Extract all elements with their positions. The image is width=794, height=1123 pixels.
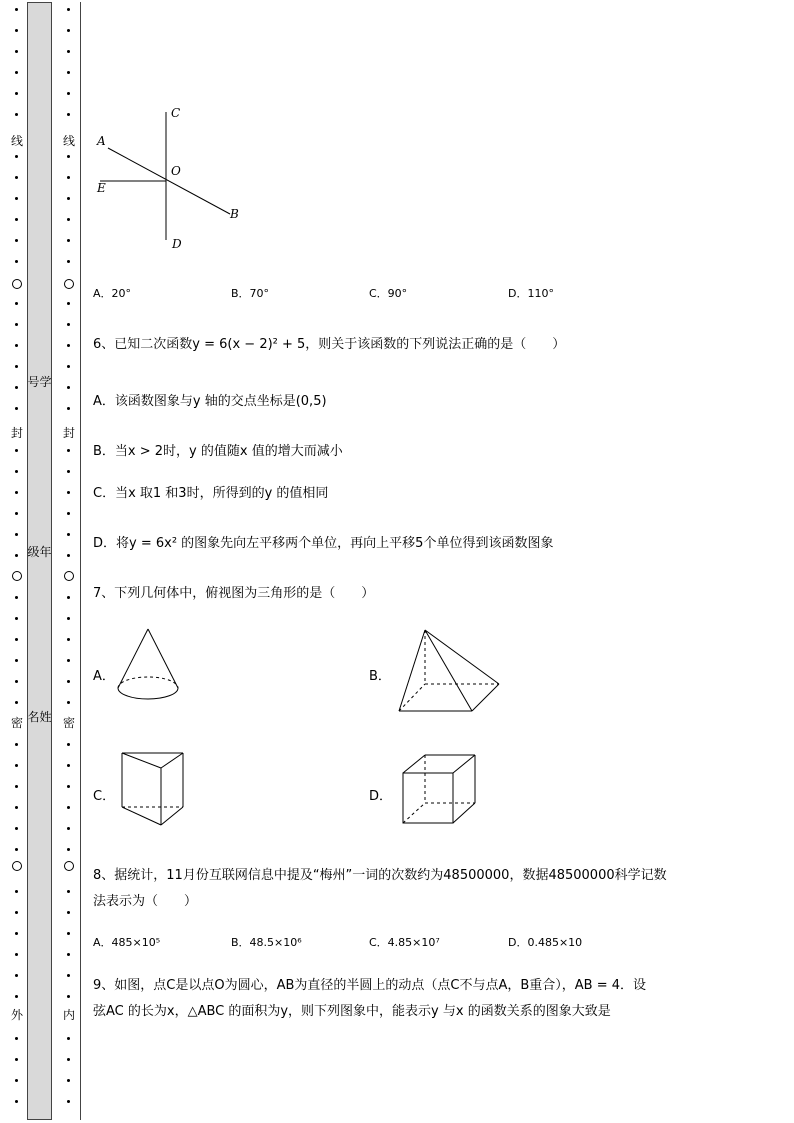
binding-margin	[0, 0, 82, 1123]
q8-option-c: C．4.85×10⁷	[369, 936, 440, 949]
binding-dot	[15, 533, 18, 536]
binding-dot	[67, 554, 70, 557]
binding-dot	[67, 1037, 70, 1040]
binding-dot	[67, 617, 70, 620]
binding-dot	[15, 806, 18, 809]
binding-dot	[67, 680, 70, 683]
binding-dot	[67, 890, 70, 893]
binding-dot	[67, 365, 70, 368]
binding-circle-mark	[12, 861, 22, 871]
q6-option-c: C．当x 取1 和3时，所得到的y 的值相同	[93, 486, 329, 501]
q5-option-d: D．110°	[508, 287, 554, 300]
binding-dot	[15, 701, 18, 704]
binding-dot	[15, 92, 18, 95]
binding-dot	[15, 197, 18, 200]
label-B: B	[230, 207, 239, 221]
q6-stem: 6、已知二次函数y = 6(x − 2)² + 5，则关于该函数的下列说法正确的是（ ）	[93, 337, 566, 352]
binding-dot	[15, 554, 18, 557]
q5-option-a: A．20°	[93, 287, 132, 300]
binding-dot	[67, 1079, 70, 1082]
binding-dot	[15, 764, 18, 767]
binding-dot	[15, 491, 18, 494]
binding-dot	[67, 239, 70, 242]
angle-figure	[90, 100, 260, 260]
binding-circle-mark	[64, 861, 74, 871]
binding-circle-mark	[64, 279, 74, 289]
binding-dot	[67, 29, 70, 32]
q6-option-b: B．当x > 2时，y 的值随x 值的增大而减小	[93, 444, 343, 459]
field-student-id: 号学	[27, 375, 52, 389]
binding-dot	[15, 512, 18, 515]
binding-dot	[15, 29, 18, 32]
q7-option-d-label: D．	[369, 789, 393, 804]
binding-dot	[67, 827, 70, 830]
binding-dot	[67, 995, 70, 998]
inner-char-nei: 内	[62, 1008, 75, 1022]
binding-dot	[15, 365, 18, 368]
binding-dot	[15, 974, 18, 977]
binding-dot	[67, 743, 70, 746]
binding-dot	[67, 533, 70, 536]
binding-dot	[15, 470, 18, 473]
binding-dot	[15, 407, 18, 410]
binding-dot	[67, 197, 70, 200]
binding-dot	[15, 1079, 18, 1082]
q7-option-b-label: B．	[369, 669, 391, 684]
binding-dot	[15, 1037, 18, 1040]
outer-char-mi: 密	[10, 716, 23, 730]
q7-stem: 7、下列几何体中，俯视图为三角形的是（ ）	[93, 586, 375, 601]
outer-char-feng: 封	[10, 426, 23, 440]
binding-dot	[15, 848, 18, 851]
binding-dot	[15, 953, 18, 956]
q5-option-c: C．90°	[369, 287, 408, 300]
binding-dot	[15, 659, 18, 662]
prism-figure	[115, 745, 195, 835]
q8-option-a: A．485×10⁵	[93, 936, 161, 949]
q9-stem-line2: 弦AC 的长为x，△ABC 的面积为y，则下列图象中，能表示y 与x 的函数关系的图象大致是	[93, 1004, 611, 1019]
binding-dot	[15, 449, 18, 452]
q7-option-a-label: A．	[93, 669, 115, 684]
inner-char-mi: 密	[62, 716, 75, 730]
binding-dot	[15, 50, 18, 53]
binding-dot	[67, 491, 70, 494]
binding-dot	[67, 71, 70, 74]
binding-dot	[15, 1100, 18, 1103]
binding-dot	[15, 155, 18, 158]
label-E: E	[97, 181, 106, 195]
binding-dot	[15, 302, 18, 305]
binding-dot	[15, 743, 18, 746]
field-grade: 级年	[27, 545, 52, 559]
binding-dot	[67, 50, 70, 53]
binding-circle-mark	[12, 571, 22, 581]
label-A: A	[97, 134, 106, 148]
binding-dot	[15, 71, 18, 74]
q8-option-d: D．0.485×10	[508, 936, 583, 949]
binding-dot	[67, 323, 70, 326]
binding-dot	[15, 785, 18, 788]
binding-dot	[67, 974, 70, 977]
label-C: C	[171, 106, 181, 120]
binding-dot	[67, 113, 70, 116]
q9-stem-line1: 9、如图，点C是以点O为圆心，AB为直径的半圆上的动点（点C不与点A，B重合），AB = 4．设	[93, 978, 647, 993]
binding-circle-mark	[12, 279, 22, 289]
binding-dot	[67, 449, 70, 452]
q5-option-b: B．70°	[231, 287, 270, 300]
binding-dot	[67, 260, 70, 263]
binding-dot	[15, 239, 18, 242]
binding-dot	[67, 176, 70, 179]
binding-dot	[15, 344, 18, 347]
binding-dot	[67, 638, 70, 641]
margin-border-line	[80, 2, 81, 1120]
q8-stem-line1: 8、据统计，11月份互联网信息中提及“梅州”一词的次数约为48500000，数据48500000科学记数	[93, 868, 667, 883]
binding-dot	[67, 512, 70, 515]
binding-dot	[67, 1058, 70, 1061]
binding-dot	[15, 323, 18, 326]
binding-dot	[15, 176, 18, 179]
inner-char-xian: 线	[62, 134, 75, 148]
q8-stem-line2: 法表示为（ ）	[93, 894, 198, 909]
binding-dot	[15, 932, 18, 935]
binding-circle-mark	[64, 571, 74, 581]
binding-dot	[67, 848, 70, 851]
binding-dot	[67, 659, 70, 662]
q8-option-b: B．48.5×10⁶	[231, 936, 302, 949]
field-name: 名姓	[27, 710, 52, 724]
binding-dot	[15, 260, 18, 263]
binding-dot	[67, 764, 70, 767]
cone-figure	[110, 625, 190, 720]
binding-dot	[67, 302, 70, 305]
binding-dot	[67, 218, 70, 221]
binding-dot	[67, 344, 70, 347]
binding-dot	[67, 92, 70, 95]
inner-dotted-line	[62, 0, 76, 1123]
binding-dot	[67, 470, 70, 473]
binding-dot	[15, 1058, 18, 1061]
label-O: O	[171, 164, 181, 178]
q7-option-c-label: C．	[93, 789, 116, 804]
binding-dot	[67, 386, 70, 389]
binding-dot	[15, 680, 18, 683]
q6-option-a: A．该函数图象与y 轴的交点坐标是(0,5)	[93, 394, 327, 409]
binding-dot	[67, 806, 70, 809]
binding-dot	[67, 785, 70, 788]
binding-dot	[67, 1100, 70, 1103]
cube-figure	[395, 745, 485, 835]
binding-dot	[15, 995, 18, 998]
q6-option-d: D．将y = 6x² 的图象先向左平移两个单位，再向上平移5个单位得到该函数图象	[93, 536, 554, 551]
binding-dot	[15, 386, 18, 389]
pyramid-figure	[392, 625, 507, 720]
binding-dot	[15, 827, 18, 830]
binding-dot	[15, 218, 18, 221]
binding-dot	[67, 953, 70, 956]
binding-dot	[67, 932, 70, 935]
outer-dotted-line	[10, 0, 24, 1123]
outer-char-xian: 线	[10, 134, 23, 148]
binding-dot	[67, 407, 70, 410]
binding-dot	[67, 155, 70, 158]
binding-dot	[15, 890, 18, 893]
binding-dot	[15, 617, 18, 620]
binding-dot	[15, 8, 18, 11]
binding-dot	[15, 638, 18, 641]
binding-dot	[67, 596, 70, 599]
label-D: D	[172, 237, 182, 251]
outer-char-wai: 外	[10, 1008, 23, 1022]
binding-dot	[67, 701, 70, 704]
binding-dot	[15, 113, 18, 116]
inner-char-feng: 封	[62, 426, 75, 440]
binding-dot	[15, 596, 18, 599]
info-strip	[27, 2, 52, 1120]
binding-dot	[67, 8, 70, 11]
binding-dot	[15, 911, 18, 914]
binding-dot	[67, 911, 70, 914]
